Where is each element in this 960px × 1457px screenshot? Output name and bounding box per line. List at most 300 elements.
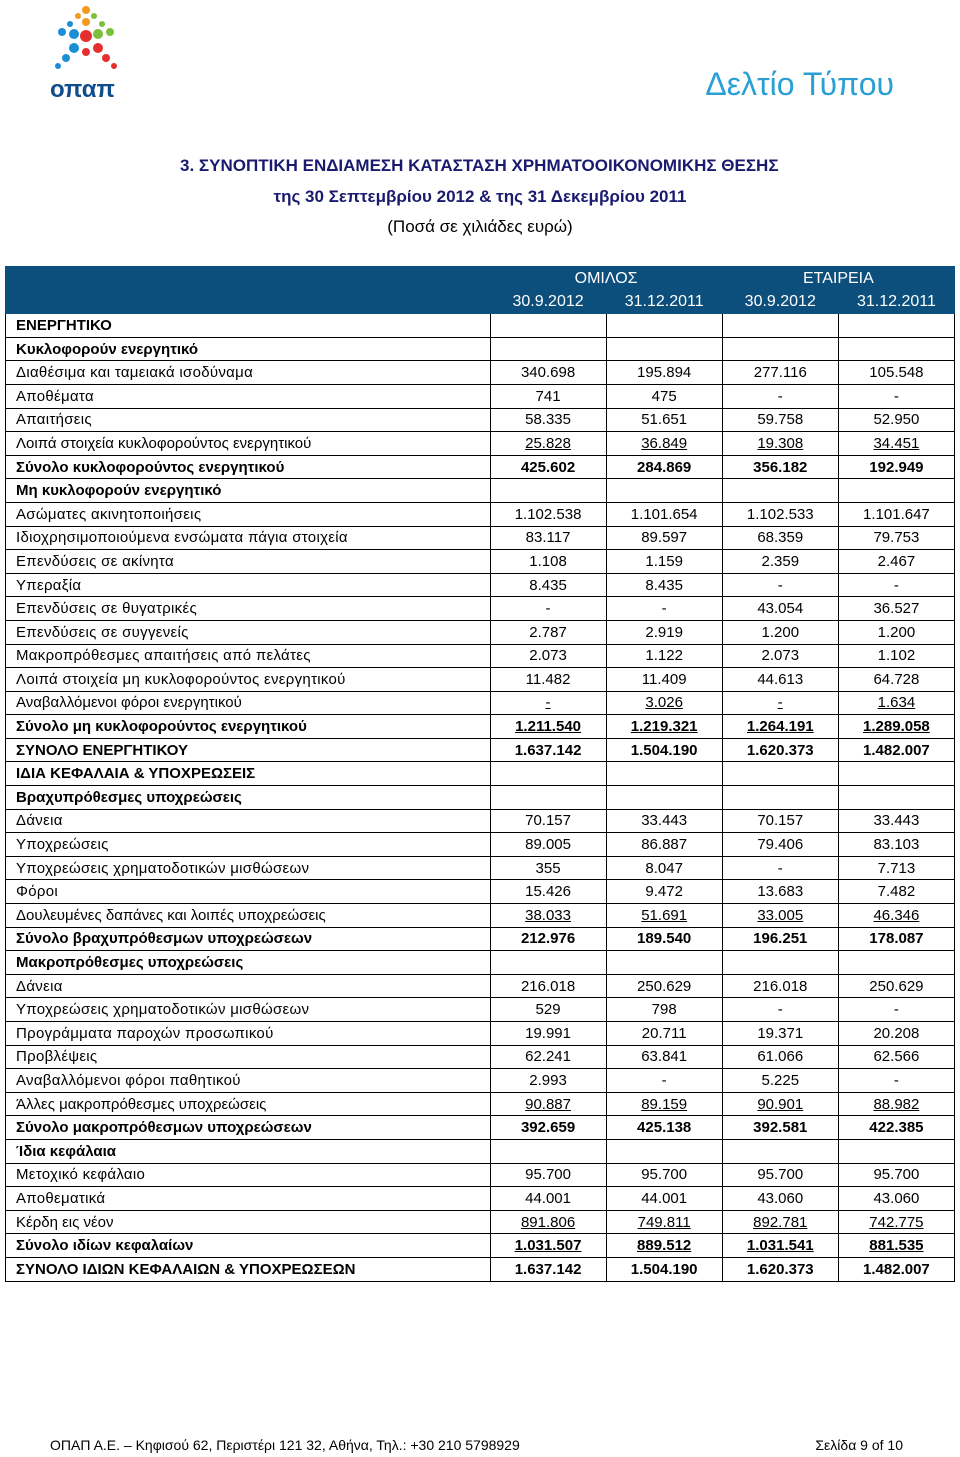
row-label: Δουλευμένες δαπάνες και λοιπές υποχρεώσεις [6, 904, 491, 928]
row-value [606, 904, 722, 928]
table-row [6, 502, 955, 526]
row-label: Λοιπά στοιχεία μη κυκλοφορούντος ενεργητικού [6, 668, 491, 692]
value-text: 44.001 [641, 1189, 688, 1207]
row-value [490, 998, 606, 1022]
footer-address: ΟΠΑΠ Α.Ε. – Κηφισού 62, Περιστέρι 121 32, Αθήνα, Τηλ.: +30 210 5798929 [50, 1437, 520, 1453]
row-value [606, 337, 722, 361]
row-value [838, 1139, 954, 1163]
row-value [490, 927, 606, 951]
row-label: ΣΥΝΟΛΟ ΙΔΙΩΝ ΚΕΦΑΛΑΙΩΝ & ΥΠΟΧΡΕΩΣΕΩΝ [6, 1257, 491, 1281]
row-value [606, 1069, 722, 1093]
value-text: 83.117 [525, 529, 571, 547]
row-value [490, 1045, 606, 1069]
table-row [6, 668, 955, 692]
value-text: 356.182 [753, 458, 808, 476]
row-value [838, 668, 954, 692]
value-text: 284.869 [637, 458, 692, 476]
value-text: 44.001 [525, 1189, 571, 1207]
value-text: 51.691 [641, 906, 688, 924]
row-value [722, 1163, 838, 1187]
row-label: Αποθεματικά [6, 1187, 491, 1211]
row-value [490, 502, 606, 526]
row-value [722, 904, 838, 928]
row-label: Κυκλοφορούν ενεργητικό [6, 337, 491, 361]
value-text: 425.138 [637, 1119, 692, 1137]
row-value [490, 904, 606, 928]
row-label: Κέρδη εις νέον [6, 1210, 491, 1234]
row-value [490, 408, 606, 432]
row-value [838, 691, 954, 715]
value-text: 192.949 [869, 458, 924, 476]
value-text: 2.993 [529, 1071, 567, 1089]
star-logo-icon [46, 2, 126, 78]
row-value [722, 1210, 838, 1234]
row-value [838, 502, 954, 526]
table-row [6, 762, 955, 786]
table-row [6, 809, 955, 833]
row-value [606, 597, 722, 621]
row-value [838, 432, 954, 456]
logo-text: οπαπ [50, 76, 115, 103]
row-value [722, 715, 838, 739]
row-label: Φόροι [6, 880, 491, 904]
row-value [490, 314, 606, 338]
value-text: 1.031.541 [746, 1237, 814, 1255]
value-text: 33.443 [873, 812, 920, 830]
row-value [490, 856, 606, 880]
row-value [490, 762, 606, 786]
table-row [6, 1257, 955, 1281]
table-row [6, 974, 955, 998]
value-text: 20.208 [873, 1024, 920, 1042]
value-text: - [777, 859, 783, 877]
table-row [6, 620, 955, 644]
value-text: 64.728 [873, 670, 920, 688]
table-row [6, 691, 955, 715]
row-label: Υποχρεώσεις χρηματοδοτικών μισθώσεων [6, 998, 491, 1022]
row-value [606, 1257, 722, 1281]
table-row [6, 1022, 955, 1046]
row-value [722, 833, 838, 857]
table-row [6, 408, 955, 432]
value-text: 1.637.142 [514, 1260, 582, 1278]
date-header: 31.12.2011 [838, 290, 954, 314]
value-text: 7.713 [877, 859, 916, 877]
value-text: 891.806 [520, 1213, 576, 1231]
row-value [490, 738, 606, 762]
row-value [606, 502, 722, 526]
row-value [722, 432, 838, 456]
row-value [606, 432, 722, 456]
row-value [490, 1022, 606, 1046]
value-text: 33.443 [641, 812, 688, 830]
value-text: 5.225 [761, 1071, 800, 1089]
row-value [606, 644, 722, 668]
row-label: Μακροπρόθεσμες υποχρεώσεις [6, 951, 491, 975]
row-value [722, 408, 838, 432]
row-value [838, 951, 954, 975]
value-text: 61.066 [757, 1048, 804, 1066]
row-value [722, 691, 838, 715]
row-value [722, 1069, 838, 1093]
row-value [722, 526, 838, 550]
value-text: 749.811 [637, 1213, 691, 1231]
row-value [490, 1139, 606, 1163]
row-value [838, 715, 954, 739]
value-text: - [893, 1071, 899, 1089]
row-value [606, 455, 722, 479]
row-value [838, 1257, 954, 1281]
value-text: 95.700 [757, 1166, 804, 1184]
table-row [6, 479, 955, 503]
table-row [6, 1187, 955, 1211]
row-value [722, 644, 838, 668]
row-value [606, 1139, 722, 1163]
value-text: - [777, 576, 783, 594]
row-value [606, 927, 722, 951]
amount-units: (Ποσά σε χιλιάδες ευρώ) [387, 217, 573, 236]
table-row [6, 880, 955, 904]
row-value [838, 361, 954, 385]
row-value [722, 951, 838, 975]
row-value [490, 479, 606, 503]
value-text: 1.122 [645, 647, 683, 665]
value-text: 13.683 [757, 883, 804, 901]
value-text: 20.711 [641, 1024, 687, 1042]
value-text: 741 [535, 387, 561, 405]
row-value [606, 573, 722, 597]
row-label: Βραχυπρόθεσμες υποχρεώσεις [6, 786, 491, 810]
value-text: 892.781 [753, 1213, 808, 1231]
value-text: 2.467 [877, 552, 916, 570]
table-row [6, 384, 955, 408]
value-text: 34.451 [873, 434, 920, 452]
row-label: Προβλέψεις [6, 1045, 491, 1069]
table-row [6, 904, 955, 928]
row-value [838, 573, 954, 597]
value-text: - [893, 1001, 899, 1019]
table-row [6, 738, 955, 762]
row-value [838, 1116, 954, 1140]
row-value [838, 597, 954, 621]
row-label: Αποθέματα [6, 384, 491, 408]
row-value [490, 1234, 606, 1258]
row-value [838, 833, 954, 857]
row-value [606, 314, 722, 338]
date-header: 31.12.2011 [606, 290, 722, 314]
value-text: 196.251 [753, 930, 808, 948]
table-header-dates [6, 290, 955, 314]
value-text: 2.073 [761, 647, 800, 665]
row-value [722, 1187, 838, 1211]
table-row [6, 361, 955, 385]
table-row [6, 1163, 955, 1187]
value-text: 83.103 [873, 836, 920, 854]
value-text: 15.426 [525, 883, 571, 901]
row-value [606, 880, 722, 904]
value-text: - [545, 600, 551, 618]
row-value [722, 1116, 838, 1140]
value-text: 1.031.507 [514, 1237, 582, 1255]
row-value [722, 620, 838, 644]
row-label: Ιδιοχρησιμοποιούμενα ενσώματα πάγια στοιχεία [6, 526, 491, 550]
row-value [722, 738, 838, 762]
row-value [490, 974, 606, 998]
table-row [6, 1045, 955, 1069]
row-value [490, 361, 606, 385]
value-text: 1.211.540 [515, 718, 581, 736]
row-value [606, 809, 722, 833]
value-text: 1.637.142 [514, 741, 582, 759]
row-value [838, 786, 954, 810]
row-value [722, 479, 838, 503]
table-row [6, 927, 955, 951]
row-value [490, 715, 606, 739]
row-value [606, 833, 722, 857]
value-text: 798 [651, 1001, 677, 1019]
document-title: Δελτίο Τύπου [705, 66, 894, 102]
value-text: 59.758 [757, 411, 804, 429]
table-row [6, 998, 955, 1022]
row-value [606, 1210, 722, 1234]
company-header: ΕΤΑΙΡΕΙΑ [722, 267, 954, 291]
value-text: 189.540 [637, 930, 692, 948]
table-row [6, 1210, 955, 1234]
row-value [838, 904, 954, 928]
row-value [490, 1069, 606, 1093]
value-text: - [661, 600, 667, 618]
group-header: ΟΜΙΛΟΣ [490, 267, 722, 291]
value-text: 89.005 [525, 836, 571, 854]
value-text: 70.157 [757, 812, 804, 830]
value-text: 881.535 [869, 1237, 924, 1255]
row-value [722, 1139, 838, 1163]
value-text: 212.976 [520, 930, 576, 948]
footer-page-number: Σελίδα 9 of 10 [815, 1437, 903, 1453]
row-value [838, 1210, 954, 1234]
row-value [722, 550, 838, 574]
value-text: 392.659 [520, 1119, 576, 1137]
value-text: 38.033 [525, 906, 571, 924]
row-value [722, 573, 838, 597]
row-label: Προγράμματα παροχών προσωπικού [6, 1022, 491, 1046]
row-label: Ίδια κεφάλαια [6, 1139, 491, 1163]
row-value [606, 1234, 722, 1258]
value-text: 1.482.007 [863, 741, 930, 759]
value-text: 33.005 [757, 906, 804, 924]
row-label: Σύνολο μακροπρόθεσμων υποχρεώσεων [6, 1116, 491, 1140]
value-text: 3.026 [645, 694, 683, 712]
row-value [490, 880, 606, 904]
row-value [838, 1069, 954, 1093]
row-value [838, 644, 954, 668]
value-text: 36.527 [873, 600, 920, 618]
row-value [722, 384, 838, 408]
row-value [490, 573, 606, 597]
value-text: 529 [535, 1001, 561, 1019]
row-value [838, 762, 954, 786]
row-label: Άλλες μακροπρόθεσμες υποχρεώσεις [6, 1092, 491, 1116]
row-value [722, 668, 838, 692]
row-value [490, 951, 606, 975]
row-label: Επενδύσεις σε συγγενείς [6, 620, 491, 644]
row-value [606, 738, 722, 762]
value-text: 195.894 [637, 364, 692, 382]
row-value [490, 337, 606, 361]
row-value [490, 432, 606, 456]
table-row [6, 455, 955, 479]
row-label: Επενδύσεις σε θυγατρικές [6, 597, 491, 621]
row-label: Υποχρεώσεις [6, 833, 491, 857]
value-text: 95.700 [873, 1166, 920, 1184]
value-text: 11.409 [641, 670, 687, 688]
table-row [6, 1069, 955, 1093]
row-value [606, 856, 722, 880]
value-text: 51.651 [641, 411, 688, 429]
value-text: 425.602 [520, 458, 576, 476]
row-label: Υποχρεώσεις χρηματοδοτικών μισθώσεων [6, 856, 491, 880]
row-value [606, 526, 722, 550]
value-text: 1.200 [877, 623, 916, 641]
row-value [490, 1116, 606, 1140]
value-text: 8.047 [645, 859, 683, 877]
row-value [490, 1210, 606, 1234]
value-text: 2.919 [645, 623, 683, 641]
value-text: 11.482 [525, 670, 571, 688]
date-header: 30.9.2012 [722, 290, 838, 314]
row-value [838, 384, 954, 408]
row-value [838, 620, 954, 644]
value-text: 1.219.321 [630, 718, 698, 736]
row-value [490, 620, 606, 644]
row-value [838, 337, 954, 361]
row-value [838, 408, 954, 432]
row-value [606, 1116, 722, 1140]
row-label: Επενδύσεις σε ακίνητα [6, 550, 491, 574]
value-text: 250.629 [637, 977, 692, 995]
value-text: 8.435 [529, 576, 567, 594]
row-value [722, 597, 838, 621]
table-row [6, 1092, 955, 1116]
table-row [6, 715, 955, 739]
row-value [838, 974, 954, 998]
row-value [722, 337, 838, 361]
row-label: Δάνεια [6, 809, 491, 833]
value-text: - [777, 694, 783, 712]
value-text: 1.102 [877, 647, 916, 665]
value-text: 19.991 [525, 1024, 571, 1042]
row-value [838, 738, 954, 762]
table-row [6, 432, 955, 456]
value-text: 1.102.538 [514, 505, 582, 523]
value-text: 2.787 [529, 623, 567, 641]
row-value [722, 502, 838, 526]
value-text: 86.887 [641, 836, 688, 854]
row-value [838, 550, 954, 574]
table-row [6, 1116, 955, 1140]
value-text: 70.157 [525, 812, 571, 830]
value-text: 1.504.190 [630, 741, 698, 759]
row-label: Αναβαλλόμενοι φόροι ενεργητικού [6, 691, 491, 715]
value-text: 1.620.373 [746, 741, 814, 759]
value-text: 89.159 [641, 1095, 688, 1113]
row-value [606, 668, 722, 692]
row-value [490, 526, 606, 550]
row-value [490, 786, 606, 810]
row-value [606, 974, 722, 998]
row-value [606, 715, 722, 739]
row-value [606, 691, 722, 715]
row-value [838, 927, 954, 951]
value-text: 1.504.190 [630, 1260, 698, 1278]
value-text: 7.482 [877, 883, 916, 901]
value-text: 52.950 [873, 411, 920, 429]
value-text: 1.264.191 [746, 718, 814, 736]
value-text: 95.700 [525, 1166, 571, 1184]
row-value [838, 526, 954, 550]
row-value [490, 691, 606, 715]
row-value [606, 620, 722, 644]
value-text: 79.406 [757, 836, 804, 854]
table-row [6, 1139, 955, 1163]
value-text: 62.241 [525, 1048, 571, 1066]
row-label: Μη κυκλοφορούν ενεργητικό [6, 479, 491, 503]
value-text: 2.359 [761, 552, 800, 570]
row-value [606, 479, 722, 503]
row-value [722, 455, 838, 479]
value-text: 25.828 [525, 434, 571, 452]
value-text: 58.335 [525, 411, 571, 429]
table-row [6, 786, 955, 810]
value-text: 1.108 [529, 552, 567, 570]
row-value [722, 998, 838, 1022]
row-label: Σύνολο κυκλοφορούντος ενεργητικού [6, 455, 491, 479]
value-text: 68.359 [757, 529, 804, 547]
row-value [490, 833, 606, 857]
value-text: 1.289.058 [863, 718, 930, 736]
table-row [6, 1234, 955, 1258]
row-value [722, 762, 838, 786]
value-text: 9.472 [645, 883, 683, 901]
row-label: Δάνεια [6, 974, 491, 998]
row-value [490, 550, 606, 574]
row-value [838, 1187, 954, 1211]
table-row [6, 314, 955, 338]
table-row [6, 573, 955, 597]
row-value [606, 1092, 722, 1116]
row-value [722, 786, 838, 810]
value-text: - [545, 694, 551, 712]
row-value [606, 408, 722, 432]
row-value [490, 1257, 606, 1281]
value-text: 422.385 [869, 1119, 924, 1137]
row-value [838, 998, 954, 1022]
value-text: - [893, 576, 899, 594]
value-text: 1.102.533 [746, 505, 814, 523]
row-value [606, 1045, 722, 1069]
table-row [6, 550, 955, 574]
table-row [6, 856, 955, 880]
row-value [490, 809, 606, 833]
table-row [6, 951, 955, 975]
row-value [722, 809, 838, 833]
row-value [606, 1163, 722, 1187]
value-text: 63.841 [641, 1048, 688, 1066]
row-label: Μετοχικό κεφάλαιο [6, 1163, 491, 1187]
value-text: - [777, 387, 783, 405]
value-text: 1.482.007 [863, 1260, 930, 1278]
row-value [722, 927, 838, 951]
